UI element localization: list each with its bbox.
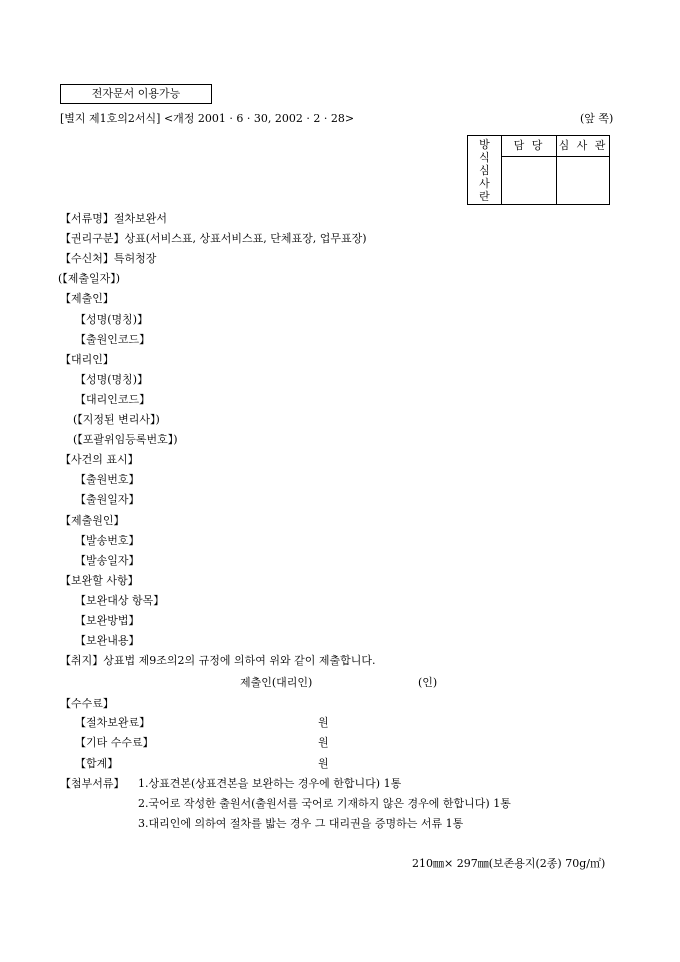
form-field-line: 【취지】상표법 제9조의2의 규정에 의하여 위와 같이 제출합니다. (60, 654, 376, 667)
form-field-line: 【보완대상 항목】 (75, 594, 165, 607)
attachment-item: 1.상표견본(상표견본을 보완하는 경우에 한합니다) 1통 (138, 777, 402, 790)
form-field-line: 【보완내용】 (75, 634, 140, 647)
attachments-label: 【첨부서류】 (60, 777, 125, 790)
attachment-item: 3.대리인에 의하여 절차를 밟는 경우 그 대리권을 증명하는 서류 1통 (138, 817, 464, 830)
form-title: [별지 제1호의2서식] <개정 2001 · 6 · 30, 2002 · 2 · 28> (60, 112, 355, 125)
approval-label-char: 란 (479, 189, 490, 203)
form-field-line: 【대리인】 (60, 353, 114, 366)
paper-spec-footer: 210㎜× 297㎜(보존용지(2종) 70g/㎡) (412, 857, 606, 870)
form-field-line: 【보완할 사항】 (60, 574, 139, 587)
approval-header-manager: 담 당 (502, 136, 556, 157)
approval-label-char: 식 (479, 150, 490, 164)
form-field-line: 【사건의 표시】 (60, 453, 139, 466)
electronic-document-label: 전자문서 이용가능 (60, 84, 212, 104)
form-field-line: 【보완방법】 (75, 614, 140, 627)
attachment-item: 2.국어로 작성한 출원서(출원서를 국어로 기재하지 않은 경우에 한합니다) 1통 (138, 797, 511, 810)
form-field-line: (【제출일자】) (58, 272, 121, 285)
form-field-line: 【수신처】특허청장 (60, 252, 157, 265)
approval-header-examiner: 심 사 관 (557, 136, 609, 157)
approval-table (467, 135, 610, 205)
approval-label-char: 심 (479, 163, 490, 177)
form-field-line: 【출원번호】 (75, 473, 140, 486)
page-side-label: (앞 쪽) (580, 112, 614, 125)
form-field-line: 【서류명】절차보완서 (60, 212, 168, 225)
form-field-line: 【발송번호】 (75, 534, 140, 547)
form-field-line: 【권리구분】상표(서비스표, 상표서비스표, 단체표장, 업무표장) (60, 232, 367, 245)
fee-unit: 원 (318, 757, 329, 770)
approval-col-examiner (557, 136, 609, 204)
approval-label-char: 방 (479, 137, 490, 151)
fee-unit: 원 (318, 716, 329, 729)
form-field-line: (【지정된 변리사】) (73, 413, 160, 426)
form-field-line: 【대리인코드】 (75, 393, 151, 406)
approval-col-manager (502, 136, 557, 204)
fee-label: 【절차보완료】 (75, 716, 151, 729)
fees-title: 【수수료】 (60, 697, 114, 710)
form-field-line: 【제출원인】 (60, 514, 125, 527)
form-field-line: 【성명(명칭)】 (75, 313, 149, 326)
approval-vertical-label (468, 136, 502, 204)
form-field-line: (【포괄위임등록번호】) (73, 433, 178, 446)
signature-seal: (인) (418, 676, 438, 689)
form-field-line: 【발송일자】 (75, 554, 140, 567)
form-field-line: 【출원인코드】 (75, 333, 151, 346)
fee-unit: 원 (318, 736, 329, 749)
fee-label: 【기타 수수료】 (75, 736, 154, 749)
form-field-line: 【제출인】 (60, 292, 114, 305)
form-field-line: 【출원일자】 (75, 493, 140, 506)
fee-label: 【합계】 (75, 757, 119, 770)
signature-label: 제출인(대리인) (240, 676, 313, 689)
approval-label-char: 사 (479, 176, 490, 190)
form-field-line: 【성명(명칭)】 (75, 373, 149, 386)
